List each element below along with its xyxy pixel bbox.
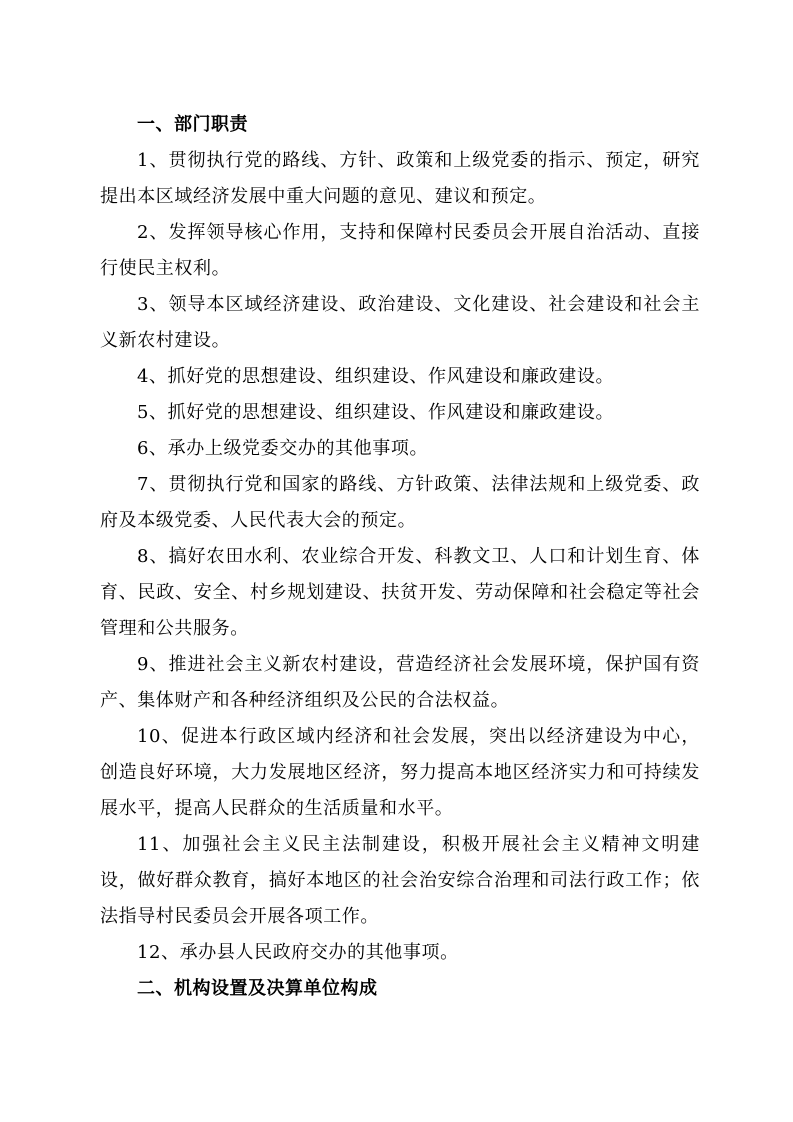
duty-item-1: 1、贯彻执行党的路线、方针、政策和上级党委的指示、预定，研究提出本区域经济发展中重大问题的意见、建议和预定。 (100, 150, 700, 207)
section-heading-duties: 一、部门职责 (137, 114, 248, 135)
duty-item-11: 11、加强社会主义民主法制建设，积极开展社会主义精神文明建设，做好群众教育，搞好本地区的社会治安综合治理和司法行政工作；依法指导村民委员会开展各项工作。 (100, 834, 700, 927)
duty-item-6: 6、承办上级党委交办的其他事项。 (137, 438, 429, 459)
duty-item-12: 12、承办县人民政府交办的其他事项。 (137, 942, 459, 963)
duty-item-5: 5、抓好党的思想建设、组织建设、作风建设和廉政建设。 (137, 402, 615, 423)
duty-item-8: 8、搞好农田水利、农业综合开发、科教文卫、人口和计划生育、体育、民政、安全、村乡规划建设、扶贫开发、劳动保障和社会稳定等社会管理和公共服务。 (100, 546, 700, 639)
duty-item-3: 3、领导本区域经济建设、政治建设、文化建设、社会建设和社会主义新农村建设。 (100, 294, 700, 351)
duty-item-2: 2、发挥领导核心作用，支持和保障村民委员会开展自治活动、直接行使民主权利。 (100, 222, 700, 279)
duty-item-9: 9、推进社会主义新农村建设，营造经济社会发展环境，保护国有资产、集体财产和各种经济组织及公民的合法权益。 (100, 654, 700, 711)
duty-item-7: 7、贯彻执行党和国家的路线、方针政策、法律法规和上级党委、政府及本级党委、人民代表大会的预定。 (100, 474, 700, 531)
section-heading-structure: 二、机构设置及决算单位构成 (137, 978, 378, 999)
document-body (100, 107, 700, 1007)
duty-item-10: 10、促进本行政区域内经济和社会发展，突出以经济建设为中心，创造良好环境，大力发展地区经济，努力提高本地区经济实力和可持续发展水平，提高人民群众的生活质量和水平。 (100, 726, 700, 819)
duty-item-4: 4、抓好党的思想建设、组织建设、作风建设和廉政建设。 (137, 366, 615, 387)
